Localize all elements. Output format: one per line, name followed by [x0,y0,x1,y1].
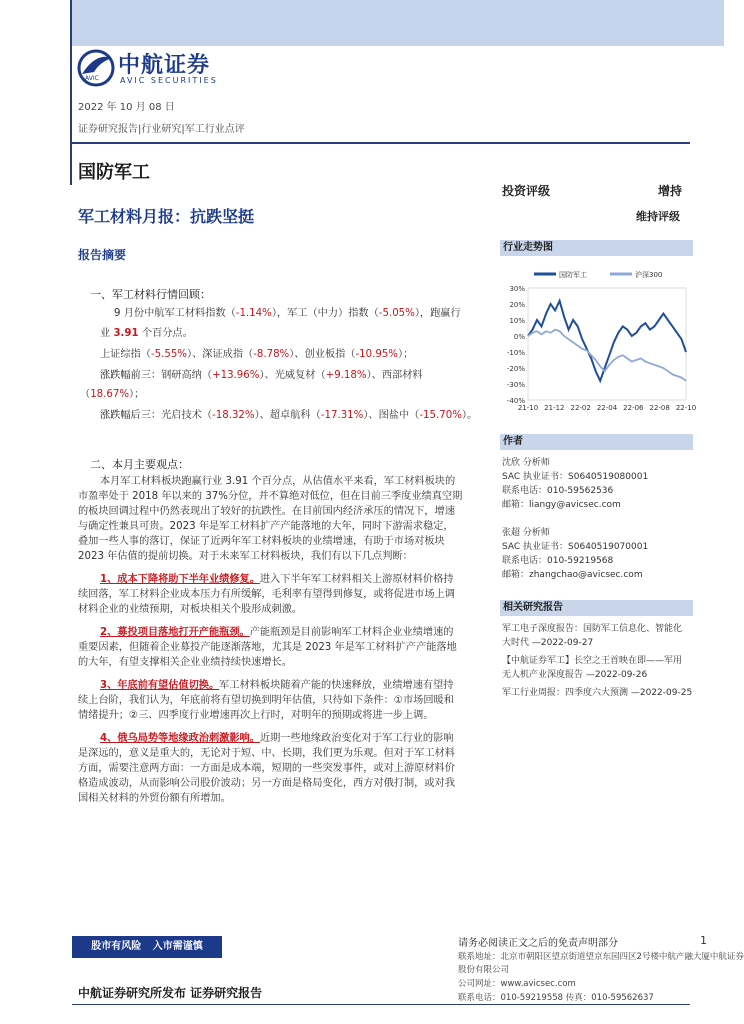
series-line-2 [528,330,686,381]
related-report-item[interactable]: 军工行业周报：四季度六大预测 —2022-09-25 [502,688,693,698]
svg-text:AVIC: AVIC [85,75,99,82]
section-2-heading: 二、本月主要观点： [90,458,189,471]
p1-line-4: 与确定性兼具可贵。2023 年是军工材料扩产产能落地的大年，同时下游需求稳定， [78,521,454,532]
point-4: 4、俄乌局势等地缘政治刺激影响。近期一些地缘政治变化对于军工行业的影响 是深远的，意义是重大的，无论对于短、中、长期，我们更为乐观。但对于军工材料 方面，需要注意两方面：一方面是成本端，短期的一些突发事件，或对上游原材料价 格造成波动，从而影响公司股价波动；另一方面是格局变化，西方对俄打制，或对我 国相关材料的外贸份额有所增加。 [78,733,455,804]
footer-divider [72,1004,690,1005]
report-date: 2022 年 10 月 08 日 [78,102,175,113]
related-report-item[interactable]: 大时代 —2022-09-27 [502,638,594,648]
industry-trend-chart [500,262,697,422]
legend-label: 沪深300 [635,271,663,279]
rating-sub: 维持评级 [636,210,680,223]
brand-name-en: AVIC SECURITIES [120,76,218,85]
p1-line-6: 2023 年估值的提前切换。对于未来军工材料板块，我们有以下几点判断： [78,551,413,562]
x-tick-label: 22-06 [623,404,644,412]
y-tick-label: -20% [506,365,525,373]
publisher-line: 中航证券研究所发布 证券研究报告 [78,986,263,1000]
industry-title: 国防军工 [78,162,150,183]
x-tick-label: 22-04 [596,404,618,412]
header-band [70,0,724,46]
x-tick-label: 21-10 [517,404,539,412]
x-tick-label: 22-08 [649,404,670,412]
p1-line-1: 本月军工材料板块跑赢行业 3.91 个百分点，从估值水平来看，军工材料板块的 [100,476,456,487]
contact-address-2: 股份有限公司 [458,965,510,975]
p1-line-5: 叠加一些人事的落订，保证了近两年军工材料板块的业绩增速，有助于市场对板块 [78,536,445,547]
related-report-item[interactable]: 军工电子深度报告：国防军工信息化、智能化 [502,624,683,634]
related-report-item[interactable]: 无人机产业深度报告 —2022-09-26 [502,670,648,680]
y-tick-label: 20% [509,301,525,309]
point-2: 2、募投项目落地打开产能瓶颈。产能瓶颈是目前影响军工材料企业业绩增速的 重要因素，但随着企业募投产能逐渐落地，尤其是 2023 年是军工材料扩产产能落地 的大年，有望支撑相关企业业绩持续快速增长。 [78,627,457,668]
p1-line-2: 市盈率处于 2018 年以来的 37%分位，并不算绝对低位，但在目前三季度业绩真空期 [78,491,463,502]
trend-chart-heading: 行业走势图 [500,240,693,256]
s1-line-3: 上证综指（-5.55%）、深证成指（-8.78%）、创业板指（-10.95%）； [100,349,414,360]
abstract-label: 报告摘要 [78,248,127,262]
disclaimer-note: 请务必阅读正文之后的免责声明部分 [458,938,618,949]
section-1-body [80,306,490,423]
author-heading: 作者 [500,434,693,450]
x-tick-label: 21-12 [544,404,565,412]
brand-name-cn: 中航证券 [118,53,211,78]
page-number: 1 [700,934,707,947]
section-2-body [78,474,488,806]
y-tick-label: -30% [506,381,525,389]
related-report-item[interactable]: 【中航证券军工】长空之王首映在即——军用 [502,656,683,666]
contact-phone: 联系电话：010-59219558 传真：010-59562637 [458,993,654,1003]
y-tick-label: -40% [506,397,525,405]
rating-label: 投资评级 [502,184,551,198]
s1-line-1: 9 月份中航军工材料指数（-1.14%），军工（中力）指数（-5.05%），跑赢行 [114,308,461,319]
y-tick-label: -10% [506,349,525,357]
author-list: 沈欣 分析师 SAC 执业证书：S0640519080001 联系电话：010-59562536 邮箱：liangy@avicsec.com 张超 分析师 SAC 执业证书：S0640519070001 联系电话：010-59219568 邮箱：zhangchao@avicsec.com [502,458,649,580]
s1-line-2: 业 3.91 个百分点。 [100,328,193,339]
rating-value: 增持 [658,184,683,198]
avic-logo-icon [76,48,116,88]
s1-line-5: （18.67%）； [80,389,145,400]
contact-address: 联系地址：北京市朝阳区望京街道望京东园四区2号楼中航产融大厦中航证券 [458,952,744,962]
section-1-heading: 一、军工材料行情回顾： [90,288,211,301]
related-reports-list [502,622,692,700]
y-tick-label: 10% [509,317,525,325]
point-3: 3、年底前有望估值切换。军工材料板块随着产能的快速释放，业绩增速有望持 续上台阶，我们认为，年底前将有望切换到明年估值，只待如下条件：①市场回暖和 情绪提升；②三、四季度行业增速再次上行时，对明年的预期或将进一步上调。 [78,680,454,721]
y-tick-label: 0% [513,333,525,341]
p1-line-3: 的板块回调过程中仍然表现出了较好的抗跌性。在目前国内经济承压的情况下，增速 [78,506,455,517]
risk-warning-box: 股市有风险 入市需谨慎 [72,936,222,958]
x-tick-label: 22-02 [570,404,591,412]
point-1: 1、成本下降将助下半年业绩修复。进入下半年军工材料相关上游原材料价格持 续回落，军工材料企业成本压力有所缓解，毛利率有望得到修复，或将促进市场上调 材料企业的业绩预期，对板块相关个股形成刺激。 [78,574,455,615]
s1-line-4: 涨跌幅前三：钢研高纳（+13.96%）、光威复材（+9.18%）、西部材料 [100,370,423,381]
y-tick-label: 30% [509,285,525,293]
report-category: 证券研究报告|行业研究|军工行业点评 [78,124,245,135]
header-rule-vertical [70,0,72,185]
legend-label: 国防军工 [559,271,587,279]
x-tick-label: 22-10 [675,404,697,412]
related-reports-heading: 相关研究报告 [500,600,693,616]
company-website: 公司网址：www.avicsec.com [458,979,576,989]
report-title: 军工材料月报：抗跌坚挺 [78,207,255,226]
header-divider [72,142,690,144]
s1-line-6: 涨跌幅后三：光启技术（-18.32%）、超卓航科（-17.31%）、图盐中（-15.70%）。 [100,410,478,421]
